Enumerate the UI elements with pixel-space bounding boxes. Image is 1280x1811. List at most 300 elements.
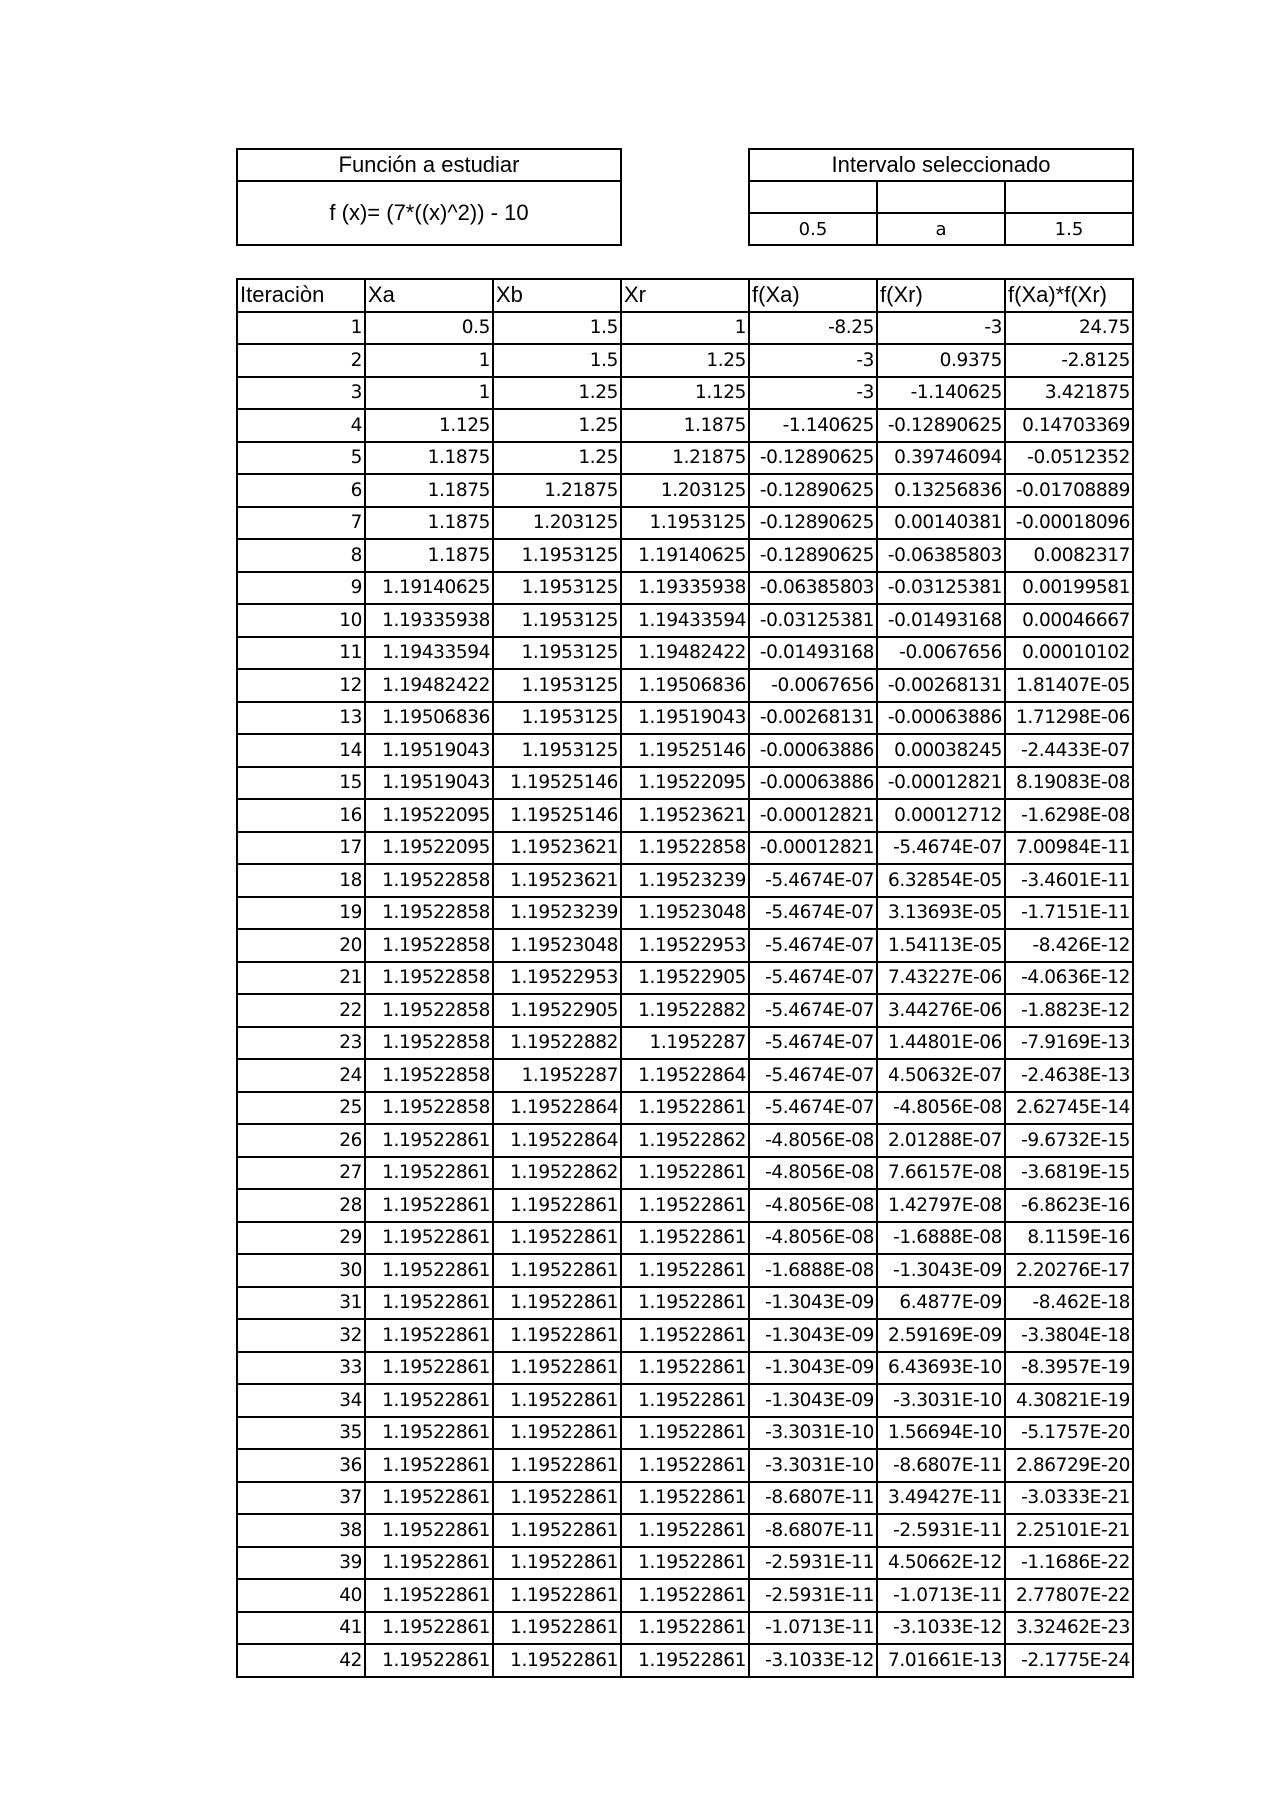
cell-product: -1.6298E-08 [1005, 799, 1133, 832]
cell-xa: 1.19522861 [365, 1189, 493, 1222]
cell-iteracion: 24 [237, 1059, 365, 1092]
table-row [237, 799, 1133, 832]
cell-fxa: -1.6888E-08 [749, 1254, 877, 1287]
cell-xa: 1.1875 [365, 539, 493, 572]
cell-fxa: -5.4674E-07 [749, 864, 877, 897]
cell-iteracion: 21 [237, 962, 365, 995]
cell-fxa: -5.4674E-07 [749, 1092, 877, 1125]
cell-iteracion: 17 [237, 832, 365, 865]
table-row [237, 864, 1133, 897]
cell-fxa: -5.4674E-07 [749, 1027, 877, 1060]
cell-xa: 1.125 [365, 409, 493, 442]
cell-xa: 1.19522861 [365, 1579, 493, 1612]
cell-xr: 1.1952287 [621, 1027, 749, 1060]
cell-xb: 1.1953125 [493, 539, 621, 572]
cell-iteracion: 36 [237, 1449, 365, 1482]
cell-fxa: -0.12890625 [749, 507, 877, 540]
cell-product: 4.30821E-19 [1005, 1384, 1133, 1417]
cell-xa: 1.19433594 [365, 637, 493, 670]
cell-fxr: -0.00063886 [877, 702, 1005, 735]
table-row [237, 1547, 1133, 1580]
cell-fxa: -5.4674E-07 [749, 1059, 877, 1092]
cell-xa: 1 [365, 377, 493, 410]
cell-fxr: 0.00140381 [877, 507, 1005, 540]
table-row [237, 474, 1133, 507]
cell-xa: 1.19522861 [365, 1352, 493, 1385]
cell-fxr: -3.3031E-10 [877, 1384, 1005, 1417]
cell-xr: 1.19522861 [621, 1547, 749, 1580]
cell-xa: 1.19522858 [365, 1059, 493, 1092]
cell-xr: 1 [621, 312, 749, 345]
cell-fxa: -1.3043E-09 [749, 1384, 877, 1417]
cell-fxa: -0.00012821 [749, 799, 877, 832]
cell-product: 0.00010102 [1005, 637, 1133, 670]
cell-fxa: -3.3031E-10 [749, 1449, 877, 1482]
cell-fxr: -0.0067656 [877, 637, 1005, 670]
table-row [237, 1644, 1133, 1677]
cell-fxr: -3.1033E-12 [877, 1612, 1005, 1645]
cell-fxa: -3 [749, 344, 877, 377]
table-row [237, 994, 1133, 1027]
cell-xr: 1.19522861 [621, 1189, 749, 1222]
cell-iteracion: 19 [237, 897, 365, 930]
cell-xa: 1.19522858 [365, 962, 493, 995]
interval-empty-cell [877, 181, 1005, 213]
cell-xr: 1.19519043 [621, 702, 749, 735]
cell-product: -4.0636E-12 [1005, 962, 1133, 995]
cell-product: -9.6732E-15 [1005, 1124, 1133, 1157]
cell-product: 2.20276E-17 [1005, 1254, 1133, 1287]
cell-xr: 1.19522864 [621, 1059, 749, 1092]
cell-iteracion: 2 [237, 344, 365, 377]
cell-product: 0.0082317 [1005, 539, 1133, 572]
cell-xb: 1.19522861 [493, 1547, 621, 1580]
cell-iteracion: 13 [237, 702, 365, 735]
table-row [237, 1319, 1133, 1352]
interval-separator: a [877, 213, 1005, 245]
cell-xb: 1.203125 [493, 507, 621, 540]
cell-xb: 1.25 [493, 409, 621, 442]
header-fxa: f(Xa) [749, 279, 877, 312]
table-row [237, 539, 1133, 572]
cell-fxr: 1.54113E-05 [877, 929, 1005, 962]
cell-xa: 1.19522861 [365, 1449, 493, 1482]
cell-iteracion: 4 [237, 409, 365, 442]
bisection-table [236, 278, 1134, 1678]
cell-xr: 1.19522862 [621, 1124, 749, 1157]
cell-iteracion: 15 [237, 767, 365, 800]
table-row [237, 1254, 1133, 1287]
cell-xb: 1.19522861 [493, 1287, 621, 1320]
cell-fxr: -3 [877, 312, 1005, 345]
cell-fxa: -1.140625 [749, 409, 877, 442]
cell-fxa: -0.00268131 [749, 702, 877, 735]
cell-xr: 1.19482422 [621, 637, 749, 670]
cell-product: -2.1775E-24 [1005, 1644, 1133, 1677]
cell-iteracion: 8 [237, 539, 365, 572]
cell-fxr: 1.42797E-08 [877, 1189, 1005, 1222]
cell-iteracion: 32 [237, 1319, 365, 1352]
cell-iteracion: 39 [237, 1547, 365, 1580]
cell-product: -1.8823E-12 [1005, 994, 1133, 1027]
cell-iteracion: 1 [237, 312, 365, 345]
cell-iteracion: 29 [237, 1222, 365, 1255]
cell-xb: 1.19525146 [493, 799, 621, 832]
cell-product: 2.25101E-21 [1005, 1514, 1133, 1547]
cell-product: -3.3804E-18 [1005, 1319, 1133, 1352]
cell-iteracion: 26 [237, 1124, 365, 1157]
cell-product: 3.421875 [1005, 377, 1133, 410]
cell-xr: 1.19522861 [621, 1092, 749, 1125]
cell-xr: 1.19523621 [621, 799, 749, 832]
cell-iteracion: 25 [237, 1092, 365, 1125]
cell-xb: 1.19523621 [493, 832, 621, 865]
cell-xa: 1 [365, 344, 493, 377]
cell-product: -3.0333E-21 [1005, 1482, 1133, 1515]
header-xr: Xr [621, 279, 749, 312]
cell-xa: 1.19140625 [365, 572, 493, 605]
table-row [237, 377, 1133, 410]
cell-iteracion: 12 [237, 669, 365, 702]
table-row [237, 1059, 1133, 1092]
cell-product: -2.4433E-07 [1005, 734, 1133, 767]
cell-fxr: 6.43693E-10 [877, 1352, 1005, 1385]
table-row [237, 572, 1133, 605]
table-row [237, 1092, 1133, 1125]
cell-xa: 0.5 [365, 312, 493, 345]
cell-iteracion: 18 [237, 864, 365, 897]
header-xa: Xa [365, 279, 493, 312]
cell-fxr: -5.4674E-07 [877, 832, 1005, 865]
cell-xr: 1.19522953 [621, 929, 749, 962]
table-row [237, 1449, 1133, 1482]
cell-xb: 1.1953125 [493, 734, 621, 767]
table-row [237, 734, 1133, 767]
cell-xa: 1.19522861 [365, 1222, 493, 1255]
cell-xa: 1.19522861 [365, 1254, 493, 1287]
cell-fxr: 0.9375 [877, 344, 1005, 377]
cell-fxa: -1.3043E-09 [749, 1352, 877, 1385]
cell-fxa: -3.3031E-10 [749, 1417, 877, 1450]
cell-xr: 1.25 [621, 344, 749, 377]
table-row [237, 1222, 1133, 1255]
table-row [237, 1482, 1133, 1515]
cell-iteracion: 10 [237, 604, 365, 637]
cell-xr: 1.19522861 [621, 1482, 749, 1515]
cell-product: -1.1686E-22 [1005, 1547, 1133, 1580]
cell-xr: 1.19522861 [621, 1222, 749, 1255]
cell-xb: 1.21875 [493, 474, 621, 507]
cell-xa: 1.19522861 [365, 1287, 493, 1320]
cell-xr: 1.19522861 [621, 1514, 749, 1547]
cell-xr: 1.19522861 [621, 1287, 749, 1320]
cell-fxr: -0.03125381 [877, 572, 1005, 605]
function-box-title: Función a estudiar [237, 149, 621, 181]
cell-xa: 1.19522861 [365, 1417, 493, 1450]
cell-xb: 1.1953125 [493, 572, 621, 605]
cell-xb: 1.1953125 [493, 637, 621, 670]
cell-fxa: -5.4674E-07 [749, 994, 877, 1027]
cell-fxr: 3.49427E-11 [877, 1482, 1005, 1515]
cell-fxr: 0.00038245 [877, 734, 1005, 767]
table-row [237, 929, 1133, 962]
cell-xa: 1.19522861 [365, 1319, 493, 1352]
cell-xr: 1.19433594 [621, 604, 749, 637]
cell-xr: 1.19522861 [621, 1254, 749, 1287]
cell-fxr: -2.5931E-11 [877, 1514, 1005, 1547]
cell-fxa: -2.5931E-11 [749, 1579, 877, 1612]
cell-xb: 1.1953125 [493, 669, 621, 702]
cell-iteracion: 14 [237, 734, 365, 767]
table-row [237, 962, 1133, 995]
cell-product: 2.77807E-22 [1005, 1579, 1133, 1612]
cell-iteracion: 16 [237, 799, 365, 832]
cell-xb: 1.19522861 [493, 1579, 621, 1612]
table-row [237, 1579, 1133, 1612]
cell-product: 7.00984E-11 [1005, 832, 1133, 865]
cell-xr: 1.203125 [621, 474, 749, 507]
interval-box-title: Intervalo seleccionado [749, 149, 1133, 181]
cell-product: 2.86729E-20 [1005, 1449, 1133, 1482]
cell-xr: 1.19525146 [621, 734, 749, 767]
cell-fxa: -0.01493168 [749, 637, 877, 670]
cell-product: -8.426E-12 [1005, 929, 1133, 962]
cell-iteracion: 5 [237, 442, 365, 475]
cell-xa: 1.19522858 [365, 864, 493, 897]
cell-xa: 1.19522861 [365, 1644, 493, 1677]
cell-fxa: -8.6807E-11 [749, 1482, 877, 1515]
cell-xb: 1.5 [493, 312, 621, 345]
cell-fxa: -0.12890625 [749, 539, 877, 572]
cell-product: -2.4638E-13 [1005, 1059, 1133, 1092]
cell-xb: 1.19525146 [493, 767, 621, 800]
cell-fxa: -0.00012821 [749, 832, 877, 865]
cell-product: 24.75 [1005, 312, 1133, 345]
cell-xa: 1.1875 [365, 507, 493, 540]
cell-product: 0.14703369 [1005, 409, 1133, 442]
cell-fxr: 1.56694E-10 [877, 1417, 1005, 1450]
cell-xa: 1.19335938 [365, 604, 493, 637]
cell-iteracion: 42 [237, 1644, 365, 1677]
cell-xa: 1.19522861 [365, 1384, 493, 1417]
cell-fxa: -1.0713E-11 [749, 1612, 877, 1645]
table-row [237, 1027, 1133, 1060]
cell-xr: 1.19522858 [621, 832, 749, 865]
table-row [237, 409, 1133, 442]
cell-xa: 1.19522858 [365, 929, 493, 962]
table-row [237, 637, 1133, 670]
cell-product: -0.01708889 [1005, 474, 1133, 507]
cell-iteracion: 37 [237, 1482, 365, 1515]
cell-fxr: 0.39746094 [877, 442, 1005, 475]
cell-iteracion: 40 [237, 1579, 365, 1612]
cell-xr: 1.19522861 [621, 1449, 749, 1482]
cell-fxr: 2.59169E-09 [877, 1319, 1005, 1352]
cell-iteracion: 30 [237, 1254, 365, 1287]
cell-xr: 1.19522861 [621, 1579, 749, 1612]
cell-xa: 1.19522861 [365, 1612, 493, 1645]
table-row [237, 312, 1133, 345]
cell-xr: 1.19335938 [621, 572, 749, 605]
cell-fxr: -8.6807E-11 [877, 1449, 1005, 1482]
table-header-row [237, 279, 1133, 312]
cell-xa: 1.19522861 [365, 1124, 493, 1157]
cell-fxa: -2.5931E-11 [749, 1547, 877, 1580]
cell-product: 0.00199581 [1005, 572, 1133, 605]
interval-empty-cell [749, 181, 877, 213]
interval-empty-cell [1005, 181, 1133, 213]
cell-fxr: 4.50662E-12 [877, 1547, 1005, 1580]
cell-fxr: 3.13693E-05 [877, 897, 1005, 930]
cell-iteracion: 31 [237, 1287, 365, 1320]
function-box [236, 148, 622, 246]
cell-xb: 1.19522861 [493, 1189, 621, 1222]
cell-xb: 1.19522861 [493, 1644, 621, 1677]
interval-upper: 1.5 [1005, 213, 1133, 245]
cell-xb: 1.1953125 [493, 604, 621, 637]
cell-fxr: 6.4877E-09 [877, 1287, 1005, 1320]
cell-xb: 1.1952287 [493, 1059, 621, 1092]
cell-fxa: -1.3043E-09 [749, 1287, 877, 1320]
cell-xb: 1.25 [493, 442, 621, 475]
cell-xb: 1.19523621 [493, 864, 621, 897]
cell-xa: 1.19522861 [365, 1514, 493, 1547]
cell-fxr: -1.3043E-09 [877, 1254, 1005, 1287]
cell-fxa: -8.6807E-11 [749, 1514, 877, 1547]
cell-iteracion: 20 [237, 929, 365, 962]
cell-xr: 1.19522861 [621, 1319, 749, 1352]
cell-xa: 1.19522861 [365, 1547, 493, 1580]
cell-xb: 1.19522861 [493, 1254, 621, 1287]
cell-fxr: -1.6888E-08 [877, 1222, 1005, 1255]
cell-xr: 1.19523048 [621, 897, 749, 930]
cell-fxr: 7.43227E-06 [877, 962, 1005, 995]
cell-xr: 1.1875 [621, 409, 749, 442]
cell-xa: 1.19522861 [365, 1482, 493, 1515]
header-fxr: f(Xr) [877, 279, 1005, 312]
cell-fxr: -0.06385803 [877, 539, 1005, 572]
cell-xr: 1.19522861 [621, 1417, 749, 1450]
cell-fxa: -4.8056E-08 [749, 1222, 877, 1255]
cell-iteracion: 11 [237, 637, 365, 670]
table-row [237, 669, 1133, 702]
cell-fxr: -0.12890625 [877, 409, 1005, 442]
cell-xb: 1.1953125 [493, 702, 621, 735]
cell-fxa: -5.4674E-07 [749, 929, 877, 962]
cell-xb: 1.19522861 [493, 1319, 621, 1352]
cell-fxa: -5.4674E-07 [749, 962, 877, 995]
cell-xa: 1.19522858 [365, 1027, 493, 1060]
cell-fxa: -0.00063886 [749, 767, 877, 800]
cell-xr: 1.19523239 [621, 864, 749, 897]
cell-xr: 1.19522861 [621, 1644, 749, 1677]
cell-iteracion: 38 [237, 1514, 365, 1547]
cell-product: -6.8623E-16 [1005, 1189, 1133, 1222]
cell-product: 8.1159E-16 [1005, 1222, 1133, 1255]
cell-xb: 1.19523239 [493, 897, 621, 930]
cell-fxa: -4.8056E-08 [749, 1157, 877, 1190]
table-row [237, 1287, 1133, 1320]
header-xb: Xb [493, 279, 621, 312]
cell-product: -8.3957E-19 [1005, 1352, 1133, 1385]
cell-xr: 1.19522861 [621, 1612, 749, 1645]
table-row [237, 1157, 1133, 1190]
cell-fxr: 0.13256836 [877, 474, 1005, 507]
cell-fxr: 1.44801E-06 [877, 1027, 1005, 1060]
cell-xb: 1.19522882 [493, 1027, 621, 1060]
cell-fxa: -8.25 [749, 312, 877, 345]
cell-product: -0.0512352 [1005, 442, 1133, 475]
cell-fxr: 6.32854E-05 [877, 864, 1005, 897]
cell-xb: 1.19522861 [493, 1482, 621, 1515]
cell-product: -0.00018096 [1005, 507, 1133, 540]
cell-fxr: -1.140625 [877, 377, 1005, 410]
cell-xb: 1.19522861 [493, 1352, 621, 1385]
cell-xr: 1.19522861 [621, 1384, 749, 1417]
cell-xr: 1.19522095 [621, 767, 749, 800]
cell-xr: 1.19506836 [621, 669, 749, 702]
cell-xa: 1.19519043 [365, 767, 493, 800]
cell-iteracion: 35 [237, 1417, 365, 1450]
cell-product: -2.8125 [1005, 344, 1133, 377]
header-product: f(Xa)*f(Xr) [1005, 279, 1133, 312]
cell-product: -3.6819E-15 [1005, 1157, 1133, 1190]
cell-xb: 1.25 [493, 377, 621, 410]
cell-fxa: -0.12890625 [749, 474, 877, 507]
table-row [237, 702, 1133, 735]
cell-iteracion: 28 [237, 1189, 365, 1222]
function-formula: f (x)= (7*((x)^2)) - 10 [237, 181, 621, 245]
cell-iteracion: 9 [237, 572, 365, 605]
cell-fxa: -4.8056E-08 [749, 1189, 877, 1222]
table-row [237, 604, 1133, 637]
cell-product: 0.00046667 [1005, 604, 1133, 637]
cell-product: 1.81407E-05 [1005, 669, 1133, 702]
cell-xa: 1.19506836 [365, 702, 493, 735]
table-row [237, 442, 1133, 475]
cell-fxr: 0.00012712 [877, 799, 1005, 832]
cell-xr: 1.19140625 [621, 539, 749, 572]
cell-xa: 1.19522858 [365, 1092, 493, 1125]
cell-fxa: -3 [749, 377, 877, 410]
cell-fxr: 7.01661E-13 [877, 1644, 1005, 1677]
cell-fxr: 7.66157E-08 [877, 1157, 1005, 1190]
cell-fxr: -0.01493168 [877, 604, 1005, 637]
cell-iteracion: 6 [237, 474, 365, 507]
cell-product: 3.32462E-23 [1005, 1612, 1133, 1645]
cell-product: -5.1757E-20 [1005, 1417, 1133, 1450]
cell-fxr: 4.50632E-07 [877, 1059, 1005, 1092]
cell-product: -8.462E-18 [1005, 1287, 1133, 1320]
table-row [237, 767, 1133, 800]
table-row [237, 1612, 1133, 1645]
cell-xr: 1.19522861 [621, 1352, 749, 1385]
cell-fxr: -0.00012821 [877, 767, 1005, 800]
table-row [237, 507, 1133, 540]
cell-iteracion: 34 [237, 1384, 365, 1417]
cell-xb: 1.19522864 [493, 1124, 621, 1157]
table-row [237, 1417, 1133, 1450]
cell-iteracion: 23 [237, 1027, 365, 1060]
cell-fxr: 2.01288E-07 [877, 1124, 1005, 1157]
cell-iteracion: 7 [237, 507, 365, 540]
cell-xb: 1.19522861 [493, 1449, 621, 1482]
cell-xa: 1.19522858 [365, 897, 493, 930]
cell-xr: 1.19522882 [621, 994, 749, 1027]
cell-fxa: -1.3043E-09 [749, 1319, 877, 1352]
header-iteracion: Iteraciòn [237, 279, 365, 312]
cell-xb: 1.5 [493, 344, 621, 377]
